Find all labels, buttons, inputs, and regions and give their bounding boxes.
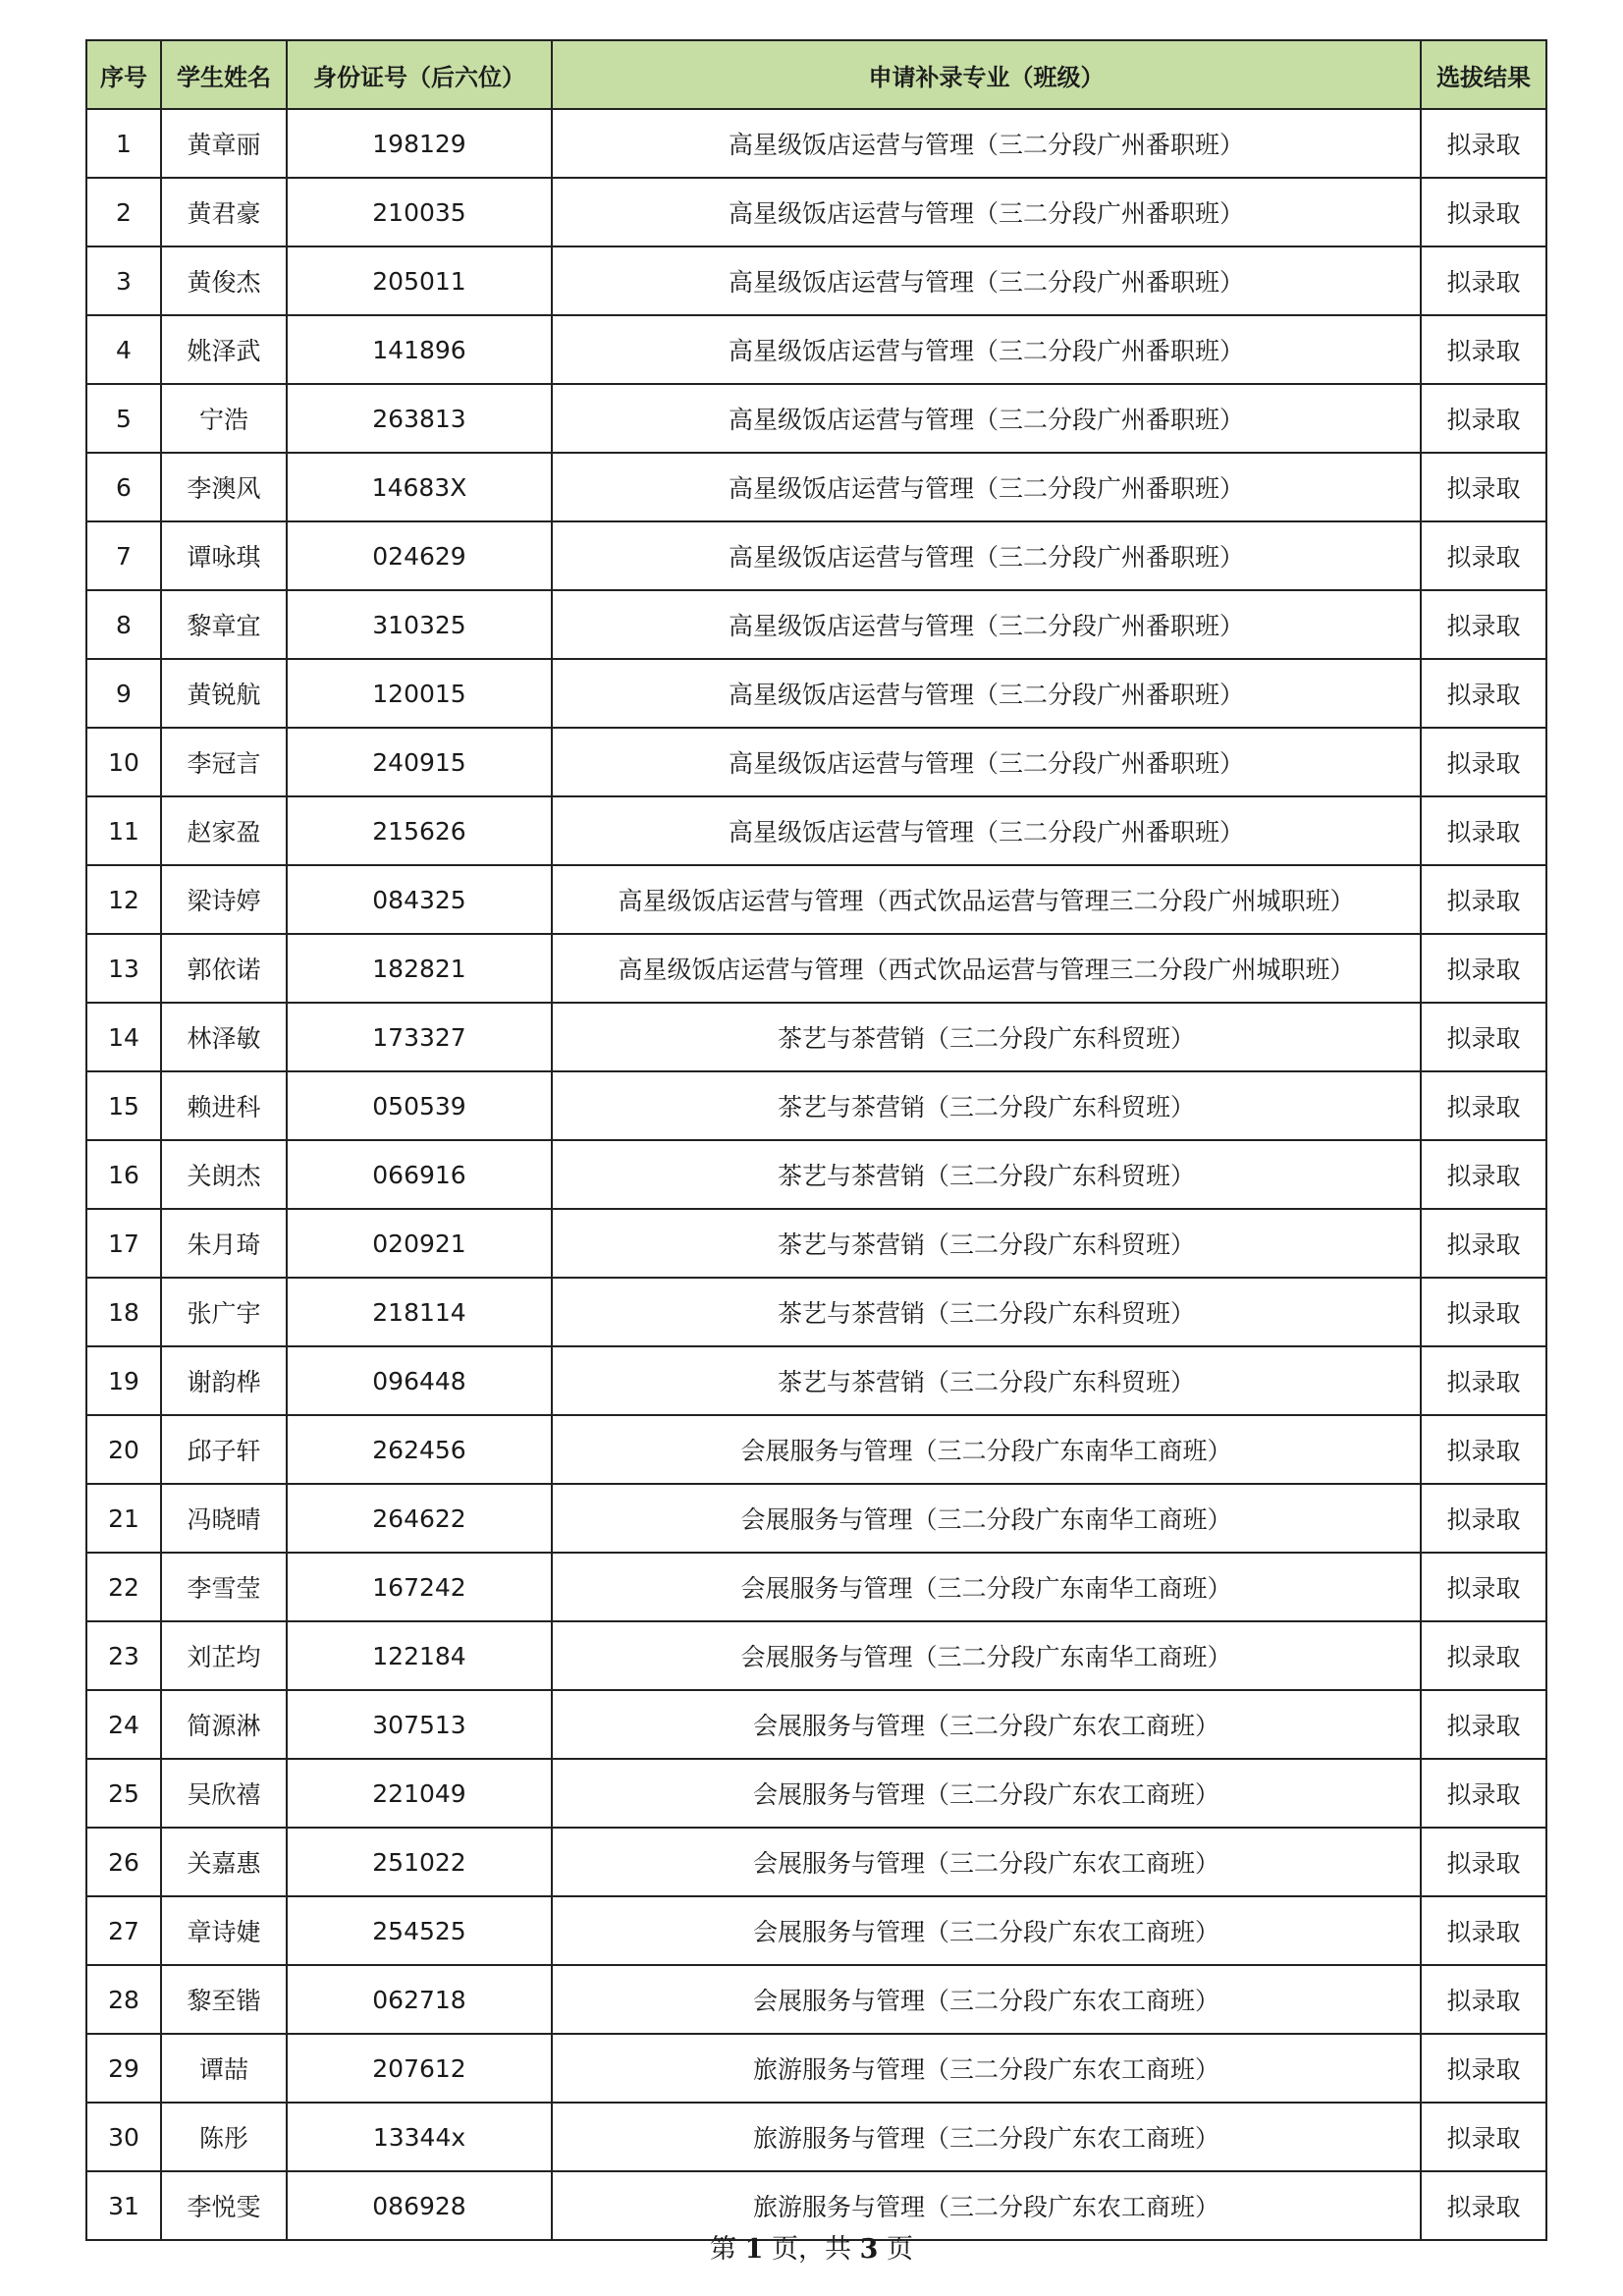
cell-id-number: 141896: [287, 315, 552, 384]
cell-seq: 4: [86, 315, 161, 384]
cell-id-number: 096448: [287, 1346, 552, 1415]
cell-id-number: 218114: [287, 1278, 552, 1346]
cell-result: 拟录取: [1421, 2103, 1546, 2171]
cell-major: 茶艺与茶营销（三二分段广东科贸班）: [552, 1140, 1421, 1209]
cell-result: 拟录取: [1421, 728, 1546, 796]
cell-result: 拟录取: [1421, 1209, 1546, 1278]
cell-student-name: 黄俊杰: [161, 246, 287, 315]
cell-id-number: 14683X: [287, 453, 552, 521]
cell-result: 拟录取: [1421, 590, 1546, 659]
cell-result: 拟录取: [1421, 796, 1546, 865]
cell-major: 会展服务与管理（三二分段广东南华工商班）: [552, 1621, 1421, 1690]
cell-result: 拟录取: [1421, 865, 1546, 934]
cell-id-number: 120015: [287, 659, 552, 728]
table-row: [86, 2103, 1546, 2171]
cell-major: 高星级饭店运营与管理（三二分段广州番职班）: [552, 590, 1421, 659]
cell-id-number: 062718: [287, 1965, 552, 2034]
cell-seq: 7: [86, 521, 161, 590]
cell-seq: 8: [86, 590, 161, 659]
cell-result: 拟录取: [1421, 1896, 1546, 1965]
table-row: [86, 1278, 1546, 1346]
cell-id-number: 205011: [287, 246, 552, 315]
cell-seq: 19: [86, 1346, 161, 1415]
cell-id-number: 024629: [287, 521, 552, 590]
table-row: [86, 865, 1546, 934]
cell-id-number: 264622: [287, 1484, 552, 1553]
cell-student-name: 吴欣禧: [161, 1759, 287, 1828]
cell-result: 拟录取: [1421, 1003, 1546, 1071]
cell-result: 拟录取: [1421, 1071, 1546, 1140]
cell-major: 高星级饭店运营与管理（三二分段广州番职班）: [552, 659, 1421, 728]
cell-id-number: 210035: [287, 178, 552, 246]
cell-student-name: 谢韵桦: [161, 1346, 287, 1415]
table-row: [86, 2034, 1546, 2103]
cell-student-name: 林泽敏: [161, 1003, 287, 1071]
cell-major: 茶艺与茶营销（三二分段广东科贸班）: [552, 1346, 1421, 1415]
cell-major: 旅游服务与管理（三二分段广东农工商班）: [552, 2103, 1421, 2171]
cell-result: 拟录取: [1421, 178, 1546, 246]
cell-id-number: 310325: [287, 590, 552, 659]
table-row: [86, 109, 1546, 178]
table-row: [86, 1484, 1546, 1553]
cell-student-name: 邱子轩: [161, 1415, 287, 1484]
footer-middle: 页，共: [772, 2234, 851, 2265]
header-result: 选拔结果: [1421, 40, 1546, 109]
cell-seq: 25: [86, 1759, 161, 1828]
cell-result: 拟录取: [1421, 109, 1546, 178]
cell-id-number: 240915: [287, 728, 552, 796]
cell-seq: 24: [86, 1690, 161, 1759]
cell-student-name: 姚泽武: [161, 315, 287, 384]
cell-seq: 21: [86, 1484, 161, 1553]
cell-student-name: 关嘉惠: [161, 1828, 287, 1896]
cell-result: 拟录取: [1421, 1140, 1546, 1209]
cell-seq: 2: [86, 178, 161, 246]
table-row: [86, 1003, 1546, 1071]
table-row: [86, 1209, 1546, 1278]
cell-major: 会展服务与管理（三二分段广东南华工商班）: [552, 1415, 1421, 1484]
cell-seq: 23: [86, 1621, 161, 1690]
cell-seq: 29: [86, 2034, 161, 2103]
cell-student-name: 黄锐航: [161, 659, 287, 728]
table-row: [86, 1415, 1546, 1484]
cell-result: 拟录取: [1421, 659, 1546, 728]
cell-seq: 9: [86, 659, 161, 728]
cell-seq: 3: [86, 246, 161, 315]
cell-result: 拟录取: [1421, 1690, 1546, 1759]
cell-result: 拟录取: [1421, 1484, 1546, 1553]
cell-major: 高星级饭店运营与管理（西式饮品运营与管理三二分段广州城职班）: [552, 934, 1421, 1003]
table-row: [86, 1965, 1546, 2034]
header-seq: 序号: [86, 40, 161, 109]
cell-result: 拟录取: [1421, 384, 1546, 453]
cell-result: 拟录取: [1421, 1965, 1546, 2034]
cell-id-number: 215626: [287, 796, 552, 865]
table-row: [86, 934, 1546, 1003]
cell-major: 会展服务与管理（三二分段广东农工商班）: [552, 1828, 1421, 1896]
cell-id-number: 13344x: [287, 2103, 552, 2171]
cell-student-name: 张广宇: [161, 1278, 287, 1346]
cell-student-name: 黎章宜: [161, 590, 287, 659]
cell-result: 拟录取: [1421, 1346, 1546, 1415]
table-row: [86, 590, 1546, 659]
cell-result: 拟录取: [1421, 1278, 1546, 1346]
header-major: 申请补录专业（班级）: [552, 40, 1421, 109]
cell-id-number: 050539: [287, 1071, 552, 1140]
cell-id-number: 307513: [287, 1690, 552, 1759]
table-row: [86, 796, 1546, 865]
table-row: [86, 1140, 1546, 1209]
cell-seq: 13: [86, 934, 161, 1003]
cell-seq: 5: [86, 384, 161, 453]
cell-major: 茶艺与茶营销（三二分段广东科贸班）: [552, 1278, 1421, 1346]
cell-seq: 17: [86, 1209, 161, 1278]
cell-seq: 31: [86, 2171, 161, 2240]
cell-id-number: 198129: [287, 109, 552, 178]
cell-student-name: 郭依诺: [161, 934, 287, 1003]
cell-major: 茶艺与茶营销（三二分段广东科贸班）: [552, 1209, 1421, 1278]
cell-student-name: 黎至锴: [161, 1965, 287, 2034]
cell-id-number: 020921: [287, 1209, 552, 1278]
cell-student-name: 梁诗婷: [161, 865, 287, 934]
cell-student-name: 赖进科: [161, 1071, 287, 1140]
cell-major: 茶艺与茶营销（三二分段广东科贸班）: [552, 1071, 1421, 1140]
header-id-number: 身份证号（后六位）: [287, 40, 552, 109]
cell-result: 拟录取: [1421, 2034, 1546, 2103]
footer-total-pages: 3: [859, 2234, 879, 2265]
cell-major: 高星级饭店运营与管理（三二分段广州番职班）: [552, 796, 1421, 865]
cell-result: 拟录取: [1421, 453, 1546, 521]
cell-id-number: 254525: [287, 1896, 552, 1965]
cell-seq: 1: [86, 109, 161, 178]
cell-result: 拟录取: [1421, 315, 1546, 384]
footer-suffix: 页: [886, 2234, 913, 2265]
cell-id-number: 084325: [287, 865, 552, 934]
table-header-row: [86, 40, 1546, 109]
table-row: [86, 1621, 1546, 1690]
cell-id-number: 182821: [287, 934, 552, 1003]
cell-major: 茶艺与茶营销（三二分段广东科贸班）: [552, 1003, 1421, 1071]
cell-seq: 27: [86, 1896, 161, 1965]
cell-result: 拟录取: [1421, 2171, 1546, 2240]
cell-seq: 20: [86, 1415, 161, 1484]
cell-id-number: 167242: [287, 1553, 552, 1621]
cell-major: 高星级饭店运营与管理（三二分段广州番职班）: [552, 453, 1421, 521]
cell-id-number: 251022: [287, 1828, 552, 1896]
cell-major: 旅游服务与管理（三二分段广东农工商班）: [552, 2034, 1421, 2103]
cell-id-number: 262456: [287, 1415, 552, 1484]
cell-seq: 18: [86, 1278, 161, 1346]
cell-seq: 12: [86, 865, 161, 934]
table-row: [86, 1690, 1546, 1759]
table-row: [86, 659, 1546, 728]
cell-seq: 14: [86, 1003, 161, 1071]
table-row: [86, 1759, 1546, 1828]
table-body: [86, 109, 1546, 2240]
cell-major: 会展服务与管理（三二分段广东农工商班）: [552, 1965, 1421, 2034]
footer-current-page: 1: [744, 2234, 764, 2265]
cell-id-number: 086928: [287, 2171, 552, 2240]
cell-major: 会展服务与管理（三二分段广东农工商班）: [552, 1759, 1421, 1828]
cell-student-name: 简源淋: [161, 1690, 287, 1759]
cell-major: 会展服务与管理（三二分段广东农工商班）: [552, 1690, 1421, 1759]
table-row: [86, 453, 1546, 521]
table-row: [86, 1896, 1546, 1965]
cell-student-name: 黄君豪: [161, 178, 287, 246]
footer-prefix: 第: [710, 2234, 737, 2265]
cell-student-name: 黄章丽: [161, 109, 287, 178]
cell-id-number: 122184: [287, 1621, 552, 1690]
cell-result: 拟录取: [1421, 1415, 1546, 1484]
table-row: [86, 384, 1546, 453]
cell-major: 高星级饭店运营与管理（三二分段广州番职班）: [552, 109, 1421, 178]
header-student-name: 学生姓名: [161, 40, 287, 109]
cell-student-name: 谭咏琪: [161, 521, 287, 590]
cell-result: 拟录取: [1421, 1828, 1546, 1896]
cell-result: 拟录取: [1421, 1553, 1546, 1621]
cell-id-number: 066916: [287, 1140, 552, 1209]
cell-seq: 11: [86, 796, 161, 865]
cell-id-number: 207612: [287, 2034, 552, 2103]
cell-major: 高星级饭店运营与管理（三二分段广州番职班）: [552, 315, 1421, 384]
cell-major: 会展服务与管理（三二分段广东农工商班）: [552, 1896, 1421, 1965]
cell-student-name: 宁浩: [161, 384, 287, 453]
table-row: [86, 178, 1546, 246]
cell-major: 旅游服务与管理（三二分段广东农工商班）: [552, 2171, 1421, 2240]
cell-student-name: 李雪莹: [161, 1553, 287, 1621]
cell-seq: 28: [86, 1965, 161, 2034]
cell-major: 高星级饭店运营与管理（三二分段广州番职班）: [552, 178, 1421, 246]
cell-major: 高星级饭店运营与管理（三二分段广州番职班）: [552, 728, 1421, 796]
cell-seq: 10: [86, 728, 161, 796]
page-footer: [0, 2227, 1623, 2267]
cell-seq: 16: [86, 1140, 161, 1209]
cell-result: 拟录取: [1421, 1759, 1546, 1828]
table-row: [86, 521, 1546, 590]
table-row: [86, 1071, 1546, 1140]
cell-seq: 30: [86, 2103, 161, 2171]
cell-student-name: 李澳风: [161, 453, 287, 521]
cell-seq: 15: [86, 1071, 161, 1140]
cell-student-name: 李冠言: [161, 728, 287, 796]
cell-student-name: 章诗婕: [161, 1896, 287, 1965]
cell-major: 高星级饭店运营与管理（三二分段广州番职班）: [552, 384, 1421, 453]
table-row: [86, 1553, 1546, 1621]
cell-student-name: 刘芷均: [161, 1621, 287, 1690]
cell-student-name: 谭喆: [161, 2034, 287, 2103]
cell-student-name: 冯晓晴: [161, 1484, 287, 1553]
cell-student-name: 朱月琦: [161, 1209, 287, 1278]
table-row: [86, 315, 1546, 384]
table-row: [86, 728, 1546, 796]
cell-result: 拟录取: [1421, 246, 1546, 315]
cell-major: 高星级饭店运营与管理（三二分段广州番职班）: [552, 246, 1421, 315]
cell-seq: 22: [86, 1553, 161, 1621]
cell-student-name: 关朗杰: [161, 1140, 287, 1209]
cell-student-name: 陈彤: [161, 2103, 287, 2171]
table-row: [86, 1828, 1546, 1896]
admission-table: [85, 39, 1547, 2241]
cell-id-number: 221049: [287, 1759, 552, 1828]
cell-major: 会展服务与管理（三二分段广东南华工商班）: [552, 1484, 1421, 1553]
cell-major: 会展服务与管理（三二分段广东南华工商班）: [552, 1553, 1421, 1621]
cell-student-name: 李悦雯: [161, 2171, 287, 2240]
cell-result: 拟录取: [1421, 521, 1546, 590]
table-row: [86, 246, 1546, 315]
cell-seq: 6: [86, 453, 161, 521]
table-row: [86, 1346, 1546, 1415]
cell-result: 拟录取: [1421, 1621, 1546, 1690]
cell-id-number: 173327: [287, 1003, 552, 1071]
cell-student-name: 赵家盈: [161, 796, 287, 865]
cell-id-number: 263813: [287, 384, 552, 453]
cell-result: 拟录取: [1421, 934, 1546, 1003]
cell-seq: 26: [86, 1828, 161, 1896]
cell-major: 高星级饭店运营与管理（西式饮品运营与管理三二分段广州城职班）: [552, 865, 1421, 934]
cell-major: 高星级饭店运营与管理（三二分段广州番职班）: [552, 521, 1421, 590]
